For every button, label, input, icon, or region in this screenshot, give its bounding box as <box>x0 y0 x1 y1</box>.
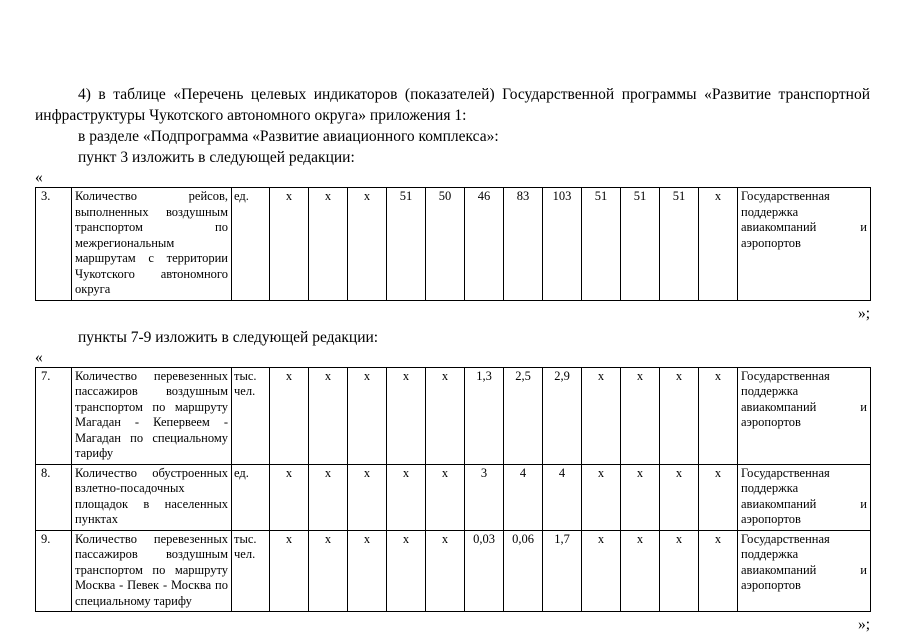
value-cell: х <box>426 367 465 464</box>
value-cell: х <box>270 464 309 530</box>
table-row <box>36 464 871 530</box>
paragraph-item3-edit: пункт 3 изложить в следующей редакции: <box>78 149 355 166</box>
opening-quote-mark: « <box>35 169 43 186</box>
value-cell: х <box>270 530 309 612</box>
value-cell: 51 <box>621 188 660 301</box>
value-cell: х <box>621 367 660 464</box>
value-cell: х <box>309 188 348 301</box>
indicator-name-cell: Количество перевезенных пассажиров воздушным транспортом по маршруту Магадан - Кепервеем - Магадан по специальному тарифу <box>72 367 232 464</box>
value-cell: х <box>582 530 621 612</box>
row-number-cell: 7. <box>36 367 72 464</box>
value-cell: х <box>309 464 348 530</box>
value-cell: х <box>582 367 621 464</box>
table-row <box>36 188 871 301</box>
value-cell: х <box>348 464 387 530</box>
paragraph-amendment-intro: 4) в таблице «Перечень целевых индикаторов (показателей) Государственной программы «Развитие транспортной инфраструктуры Чукотского автономного округа» приложения 1: <box>35 86 870 124</box>
value-cell: х <box>699 464 738 530</box>
value-cell: 4 <box>543 464 582 530</box>
value-cell: х <box>621 464 660 530</box>
value-cell: 3 <box>465 464 504 530</box>
value-cell: х <box>387 530 426 612</box>
closing-quote-mark: »; <box>857 304 870 322</box>
indicators-table-items-7-9 <box>35 367 871 613</box>
value-cell: 1,3 <box>465 367 504 464</box>
value-cell: х <box>309 530 348 612</box>
row-number-cell: 3. <box>36 188 72 301</box>
indicator-name-cell: Количество обустроенных взлетно-посадочных площадок в населенных пунктах <box>72 464 232 530</box>
value-cell: 1,7 <box>543 530 582 612</box>
value-cell: х <box>660 464 699 530</box>
support-note-cell: Государственная поддержка авиакомпаний и аэропортов <box>738 188 871 301</box>
value-cell: х <box>309 367 348 464</box>
value-cell: х <box>426 464 465 530</box>
unit-cell: ед. <box>232 188 270 301</box>
unit-cell: ед. <box>232 464 270 530</box>
value-cell: х <box>660 530 699 612</box>
value-cell: 4 <box>504 464 543 530</box>
support-note-cell: Государственная поддержка авиакомпаний и аэропортов <box>738 530 871 612</box>
paragraph-items7-9-edit: пункты 7-9 изложить в следующей редакции: <box>78 328 379 346</box>
value-cell: х <box>270 367 309 464</box>
value-cell: 46 <box>465 188 504 301</box>
value-cell: 50 <box>426 188 465 301</box>
value-cell: х <box>699 367 738 464</box>
value-cell: х <box>348 367 387 464</box>
value-cell: 51 <box>582 188 621 301</box>
value-cell: 83 <box>504 188 543 301</box>
value-cell: 51 <box>660 188 699 301</box>
value-cell: х <box>582 464 621 530</box>
support-note-cell: Государственная поддержка авиакомпаний и аэропортов <box>738 367 871 464</box>
value-cell: 103 <box>543 188 582 301</box>
row-number-cell: 8. <box>36 464 72 530</box>
unit-cell: тыс. чел. <box>232 530 270 612</box>
value-cell: 51 <box>387 188 426 301</box>
value-cell: х <box>348 530 387 612</box>
table-row <box>36 367 871 464</box>
row-number-cell: 9. <box>36 530 72 612</box>
value-cell: х <box>699 530 738 612</box>
indicators-table-item-3 <box>35 187 871 301</box>
indicator-name-cell: Количество перевезенных пассажиров воздушным транспортом по маршруту Москва - Певек - Москва по специальному тарифу <box>72 530 232 612</box>
unit-cell: тыс. чел. <box>232 367 270 464</box>
value-cell: х <box>387 367 426 464</box>
value-cell: х <box>699 188 738 301</box>
value-cell: х <box>660 367 699 464</box>
value-cell: х <box>270 188 309 301</box>
opening-quote-mark: « <box>35 348 43 366</box>
table-row <box>36 530 871 612</box>
value-cell: х <box>621 530 660 612</box>
value-cell: х <box>387 464 426 530</box>
value-cell: х <box>426 530 465 612</box>
value-cell: х <box>348 188 387 301</box>
paragraph-section-reference: в разделе «Подпрограмма «Развитие авиационного комплекса»: <box>78 128 499 145</box>
value-cell: 2,9 <box>543 367 582 464</box>
value-cell: 2,5 <box>504 367 543 464</box>
value-cell: 0,06 <box>504 530 543 612</box>
closing-quote-mark: »; <box>857 616 870 633</box>
value-cell: 0,03 <box>465 530 504 612</box>
support-note-cell: Государственная поддержка авиакомпаний и аэропортов <box>738 464 871 530</box>
indicator-name-cell: Количество рейсов, выполненных воздушным транспортом по межрегиональным маршрутам с территории Чукотского автономного округа <box>72 188 232 301</box>
